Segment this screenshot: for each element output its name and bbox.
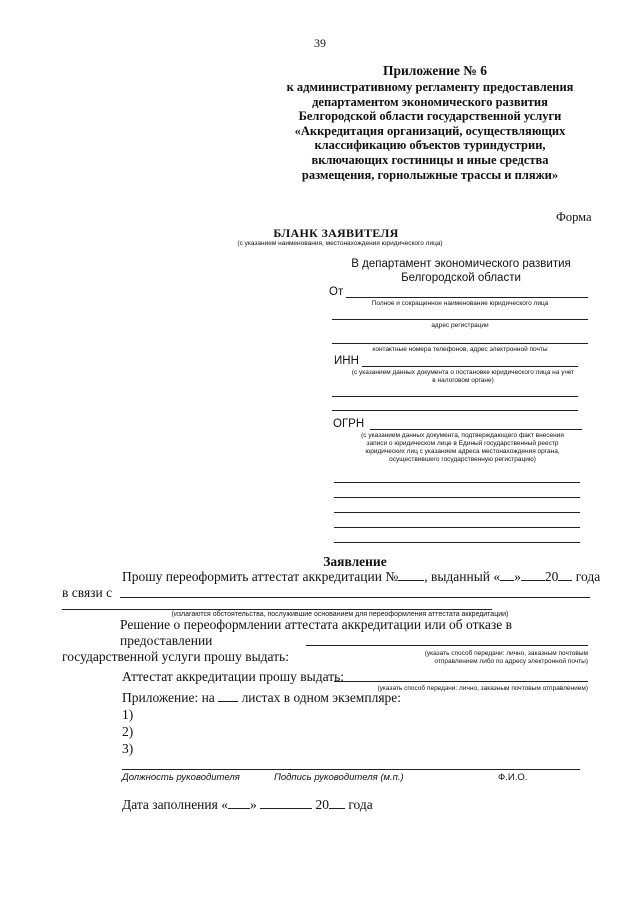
decision-method-field[interactable] (306, 645, 588, 646)
statement-title: Заявление (323, 554, 387, 569)
signature-field[interactable] (122, 769, 580, 770)
inn-extra-field[interactable] (332, 396, 578, 397)
ogrn-label: ОГРН (333, 418, 365, 430)
reason-hint: (излагаются обстоятельства, послужившие основанием для переоформления аттестата аккредитации) (171, 611, 509, 618)
appendix-line: департаментом экономического развития (312, 94, 548, 109)
ogrn-extra-field[interactable] (334, 497, 580, 498)
appendix-line: размещения, горнолыжные трассы и пляжи» (301, 167, 559, 182)
appendix-title: Приложение № 6 (383, 63, 487, 78)
appendix-line: Белгородской области государственной услуги (298, 109, 562, 124)
cert-delivery-label: Аттестат аккредитации прошу выдать: (122, 669, 345, 684)
fill-year-field[interactable] (329, 797, 345, 809)
applicant-title: БЛАНК ЗАЯВИТЕЛЯ (273, 226, 399, 240)
appendix-line: включающих гостиницы и иные средства (311, 152, 549, 167)
cert-number-field[interactable] (398, 569, 424, 581)
inn-extra-field[interactable] (332, 410, 578, 411)
inn-hint-line: (с указанием данных документа о постановке юридического лица на учет (351, 369, 575, 376)
request-text: » (514, 569, 521, 584)
cert-delivery-field[interactable] (334, 681, 588, 682)
ogrn-hint-line: осуществившего государственную регистрацию) (389, 456, 536, 463)
signature-sign-label: Подпись руководителя (м.п.) (274, 772, 404, 783)
fill-date-label: Дата заполнения « (122, 797, 228, 812)
fill-date-text: года (348, 797, 373, 812)
from-label: От (329, 286, 344, 298)
fill-day-field[interactable] (228, 797, 250, 809)
decision-hint-line: отправлением либо по адресу электронной почты) (434, 658, 588, 665)
attachment-text: листах в одном экземпляре: (241, 690, 402, 705)
ogrn-field[interactable] (370, 429, 582, 430)
attachment-item: 2) (122, 724, 134, 739)
signature-name-label: Ф.И.О. (498, 772, 528, 783)
ogrn-hint (320, 432, 605, 464)
issue-month-field[interactable] (521, 569, 545, 581)
issue-day-field[interactable] (500, 569, 514, 581)
decision-hint (330, 650, 588, 666)
ogrn-hint-line: записи о юридическом лице в Единый государственный реестр (366, 440, 559, 447)
request-text: Прошу переоформить аттестат аккредитации № (122, 569, 399, 584)
attachment-item: 3) (122, 741, 134, 756)
page-number: 39 (314, 36, 326, 50)
addressee-line: В департамент экономического развития (351, 258, 571, 270)
inn-field[interactable] (362, 366, 578, 367)
fill-date-text: » (249, 797, 257, 812)
appendix-line: классификацию объектов туриндустрии, (314, 138, 546, 153)
decision-hint-line: (указать способ передачи: лично, заказным почтовым (424, 650, 588, 657)
fill-date-text: 20 (315, 797, 329, 812)
fill-month-field[interactable] (260, 797, 312, 809)
attachment-list (122, 706, 133, 757)
addressee-line: Белгородской области (401, 272, 521, 284)
ogrn-extra-field[interactable] (334, 482, 580, 483)
fill-date (122, 797, 373, 813)
request-text: , выданный « (424, 569, 501, 584)
decision-line: Решение о переоформлении аттестата аккредитации или об отказе в предоставлении (120, 617, 512, 648)
request-line (122, 569, 600, 585)
appendix-line: к административному регламенту предоставления (286, 80, 574, 94)
attachment-text: Приложение: на (122, 690, 215, 705)
applicant-note: (с указанием наименования, местонахождения юридического лица) (237, 240, 443, 247)
addressee (326, 257, 596, 285)
ogrn-extra-field[interactable] (334, 527, 580, 528)
inn-label: ИНН (334, 355, 359, 367)
signature-position-label: Должность руководителя (122, 772, 240, 783)
appendix-line: «Аккредитация организаций, осуществляющих (294, 123, 566, 138)
reason-field[interactable] (120, 597, 590, 598)
hint-name: Полное и сокращенное наименование юридического лица (371, 300, 549, 307)
request-text: 20 (544, 569, 559, 584)
hint-contacts: контактные номера телефонов, адрес электронной почты (372, 346, 548, 353)
request-text: года (572, 569, 601, 584)
inn-hint-line: в налоговом органе) (432, 377, 494, 384)
reason-field-2[interactable] (62, 609, 492, 610)
contacts-field[interactable] (332, 343, 588, 344)
address-field[interactable] (332, 319, 588, 320)
pages-count-field[interactable] (218, 690, 238, 702)
decision-line: государственной услуги прошу выдать: (62, 649, 289, 664)
reason-label: в связи с (62, 585, 113, 600)
ogrn-hint-line: юридических лиц с указанием адреса местонахождения органа, (365, 448, 560, 455)
ogrn-extra-field[interactable] (334, 542, 580, 543)
ogrn-hint-line: (с указанием данных документа, подтверждающего факт внесения (361, 432, 564, 439)
appendix-subtitle (280, 80, 580, 182)
form-label: Форма (556, 210, 592, 224)
from-field[interactable] (346, 297, 588, 298)
issue-year-field[interactable] (558, 569, 572, 581)
inn-hint (318, 369, 608, 385)
ogrn-extra-field[interactable] (334, 512, 580, 513)
hint-address: адрес регистрации (431, 322, 489, 329)
attachment-line (122, 690, 401, 706)
attachment-item: 1) (122, 707, 134, 722)
cert-delivery-hint: (указать способ передачи: лично, заказным почтовым отправлением) (377, 685, 588, 692)
